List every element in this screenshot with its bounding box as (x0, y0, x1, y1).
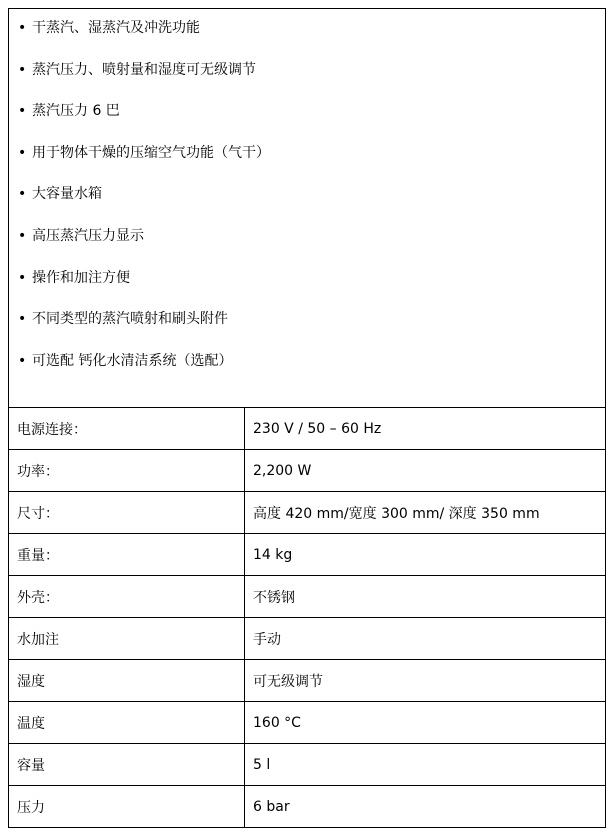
feature-text: 蒸汽压力 6 巴 (32, 103, 120, 120)
spec-row-temperature (9, 702, 606, 744)
features-cell (9, 9, 606, 408)
bullet-icon: • (18, 61, 27, 78)
bullet-icon: • (18, 227, 27, 244)
bullet-icon: • (18, 144, 27, 161)
spec-row-power-supply (9, 408, 606, 450)
spec-label: 温度 (9, 702, 245, 744)
spec-label: 功率： (9, 450, 245, 492)
spec-label: 水加注 (9, 618, 245, 660)
spec-row-pressure (9, 786, 606, 828)
spec-label: 尺寸： (9, 492, 245, 534)
feature-item (18, 265, 605, 307)
spec-label: 湿度 (9, 660, 245, 702)
spec-label: 容量 (9, 744, 245, 786)
spec-label: 外壳： (9, 576, 245, 618)
feature-text: 大容量水箱 (32, 186, 102, 203)
feature-item (18, 306, 605, 348)
spec-value: 5 l (245, 744, 606, 786)
feature-text: 干蒸汽、湿蒸汽及冲洗功能 (32, 20, 200, 36)
spec-row-power (9, 450, 606, 492)
features-row (9, 9, 606, 408)
bullet-icon: • (18, 186, 27, 203)
spec-label: 重量： (9, 534, 245, 576)
bullet-icon: • (18, 311, 27, 328)
feature-text: 可选配 钙化水清洁系统（选配） (32, 352, 233, 369)
feature-item (18, 348, 605, 390)
spec-row-housing (9, 576, 606, 618)
feature-text: 高压蒸汽压力显示 (32, 227, 144, 244)
feature-item (18, 57, 605, 99)
feature-item (18, 98, 605, 140)
spec-row-weight (9, 534, 606, 576)
spec-label: 电源连接： (9, 408, 245, 450)
spec-value: 14 kg (245, 534, 606, 576)
spec-row-capacity (9, 744, 606, 786)
bullet-icon: • (18, 269, 27, 286)
spec-row-water-filling (9, 618, 606, 660)
feature-item (18, 140, 605, 182)
spec-value: 6 bar (245, 786, 606, 828)
spec-row-humidity (9, 660, 606, 702)
bullet-icon: • (18, 103, 27, 120)
feature-text: 用于物体干燥的压缩空气功能（气干） (32, 144, 270, 161)
spec-value: 2,200 W (245, 450, 606, 492)
spec-value: 手动 (245, 618, 606, 660)
spec-value: 160 °C (245, 702, 606, 744)
spec-value: 不锈钢 (245, 576, 606, 618)
spec-sheet-table (8, 8, 606, 828)
bullet-icon: • (18, 20, 27, 36)
feature-item (18, 223, 605, 265)
feature-list (18, 15, 605, 389)
feature-item (18, 15, 605, 57)
feature-item (18, 181, 605, 223)
spec-row-dimensions (9, 492, 606, 534)
spec-value: 230 V / 50 – 60 Hz (245, 408, 606, 450)
feature-text: 不同类型的蒸汽喷射和刷头附件 (32, 311, 228, 328)
bullet-icon: • (18, 352, 27, 369)
spec-value: 可无级调节 (245, 660, 606, 702)
spec-value: 高度 420 mm/宽度 300 mm/ 深度 350 mm (245, 492, 606, 534)
spec-label: 压力 (9, 786, 245, 828)
feature-text: 操作和加注方便 (32, 269, 130, 286)
feature-text: 蒸汽压力、喷射量和湿度可无级调节 (32, 61, 256, 78)
